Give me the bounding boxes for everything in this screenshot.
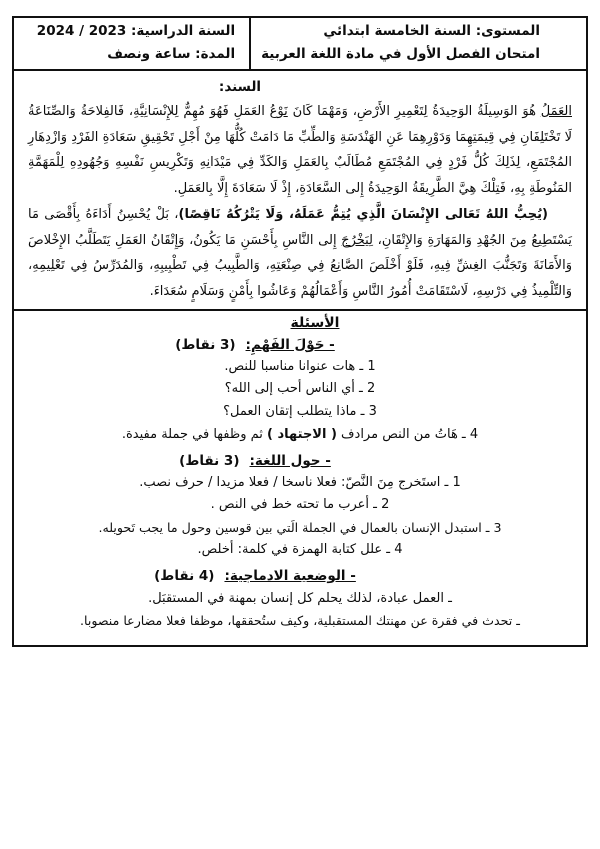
sanad-label: السند:	[218, 78, 262, 95]
section-points-comprehension: (3 نقاط)	[175, 336, 236, 353]
level-line: المستوى: السنة الخامسة ابتدائي	[323, 23, 540, 39]
duration-line: المدة: ساعة ونصف	[107, 45, 236, 62]
question-list-comprehension	[26, 356, 574, 447]
passage-underline-amal: العَمَلُ	[540, 103, 572, 119]
question-item: 1 ـ هات عنوانا مناسبا للنص.	[224, 358, 376, 374]
question-list-language	[26, 472, 574, 562]
passage-paragraph-2	[28, 202, 572, 305]
section-points-integration: (4 نقاط)	[154, 568, 215, 584]
exam-subject-line: امتحان الفصل الأول في مادة اللغة العربية	[261, 45, 540, 62]
question-item: 4 ـ علل كتابة الهمزة في كلمة: أخلص.	[197, 542, 403, 558]
question-4-part-c: ثم وظفها في جملة مفيدة.	[121, 426, 268, 442]
section-head-language	[26, 453, 574, 469]
header-cell-level-exam	[249, 18, 586, 69]
question-4-part-a: 4 ـ هَاتُ من النص مرادف	[336, 426, 479, 442]
passage-text-1d: العَمَلِ فَهُوَ مُهِمٌّ لِلإِنْسَانِيَّةِ، فَالفِلاحَةُ وَالصِّنَاعَةُ لَا تَخْتَلِفَانِ فِي قِيمَتِهِمَا وَدَوْرِهِمَا عَنِ الهَنْدَسَةِ وَالطِّبِّ مَا دَامَتْ كُلُّهَا مِنْ أَجْلِ تَحْقِيقِ سَعَادَةِ الفَرْدِ وَازْدِهَارِ المُجْتَمَعِ، لِذَلِكَ كُلُّ فَرْدٍ فِي المُجْتَمَعِ مُطَالَبٌ بِالعَمَلِ وَالكَدِّ فِي مَيْدَانِهِ وَتَكْرِيسِ نَفْسِهِ وَجُهُودِهِ لِلْمَهَمَّةِ المَنُوطَةِ بِهِ، فَتِلْكَ هِيَّ الطَّرِيقَةُ الوَحِيدَةُ إِلى السَّعَادَةِ، إِذْ لَا سَعَادَةَ إِلَّا بِالعَمَلِ.	[28, 103, 572, 197]
section-label-comprehension: - حَوْلَ الفَهْمِ:	[245, 336, 335, 353]
question-item	[26, 424, 574, 447]
section-integration	[26, 568, 574, 633]
passage-hadith: (يُحِبُّ اللهُ تَعَالى الإِنْسَانَ الَّذِي يُتِمُّ عَمَلَهُ، وَلَا يَتْرُكُهُ نَاقِصًا)	[178, 206, 548, 222]
question-item: 3 ـ ماذا يتطلب إتقان العمل؟	[223, 404, 377, 420]
integration-item: ـ تحدث في فقرة عن مهنتك المستقبلية، وكيف ستُحققها، موظفا فعلا مضارعا منصوبا.	[80, 613, 520, 629]
school-year-line: السنة الدراسية: 2023 / 2024	[36, 23, 236, 39]
question-item: 1 ـ استَخرج مِنَ النَّصّ: فعلا ناسخا / فعلا مزيدا / حرف نصب.	[139, 474, 461, 490]
passage-underline-liyakhruja: لِيَخْرُجَ	[341, 232, 374, 248]
section-head-comprehension	[26, 337, 574, 353]
header-row	[14, 18, 586, 69]
passage-paragraph-1	[28, 99, 572, 202]
section-points-language: (3 نقاط)	[179, 452, 240, 469]
section-divider	[14, 309, 586, 311]
passage-text-1b: هُوَ الوَسِيلَةُ الوَحِيدَةُ لِتَعْمِيرِ الأَرْضِ، وَمَهْمَا كَانَ	[287, 103, 541, 119]
section-comprehension	[26, 337, 574, 447]
header-cell-year-duration	[14, 18, 249, 69]
sanad-passage	[26, 99, 574, 305]
question-item: 2 ـ أعرب ما تحته خط في النص .	[210, 497, 390, 513]
exam-body-frame	[12, 71, 588, 647]
questions-title: الأسئلة	[290, 314, 340, 331]
integration-item: ـ العمل عبادة، لذلك يحلم كل إنسان بمهنة في المستقبَل.	[148, 591, 452, 606]
passage-underline-nawu: نَوْعُ	[269, 103, 288, 119]
exam-header-table	[12, 16, 588, 71]
section-language	[26, 453, 574, 562]
passage-text-2a: ، بَلْ يُحْسِنُ أَدَاءَهُ بِأَقْصَى مَا يَسْتَطِيعُ مِنَ الجُهْدِ وَالمَهَارَةِ وَالإِتْقَانِ،	[28, 206, 572, 248]
section-label-integration: - الوضعية الادماجية:	[224, 568, 356, 584]
section-label-language: - حول اللغة:	[249, 452, 331, 469]
question-list-integration	[26, 587, 574, 633]
passage-text-2c: إِلى النَّاسِ بِأَحْسَنِ مَا يَكُونُ، وَإِتْقَانُ العَمَلِ يَتَطَلَّبُ الإِخْلاصَ وَالأَمَانَةَ وَتَجَنُّبَ الغِشِّ فِيهِ، فَلَوْ أَخْلَصَ الصَّانِعُ فِي صِنْعَتِهِ، وَالطَّبِيبُ فِي تَطْبِيبِهِ، وَالمُدَرِّسُ فِي تَعْلِيمِهِ، وَالتِّلْمِيذُ فِي دَرْسِهِ، لَاسْتَقَامَتْ أُمُورُ النَّاسِ وَأَعْمَالُهُمْ وَعَاشُوا بِأَمْنٍ وَسَلَامٍ سُعَدَاءَ.	[28, 232, 572, 299]
question-4-keyword: ( الاجتهاد )	[267, 426, 337, 442]
question-item: 3 ـ استبدل الإنسان بالعمال في الجملة الَتي بين قوسين وحول ما يجب تَحويله.	[98, 520, 502, 536]
section-head-integration	[26, 568, 574, 584]
question-item: 2 ـ أي الناس أحب إلى الله؟	[224, 381, 376, 397]
